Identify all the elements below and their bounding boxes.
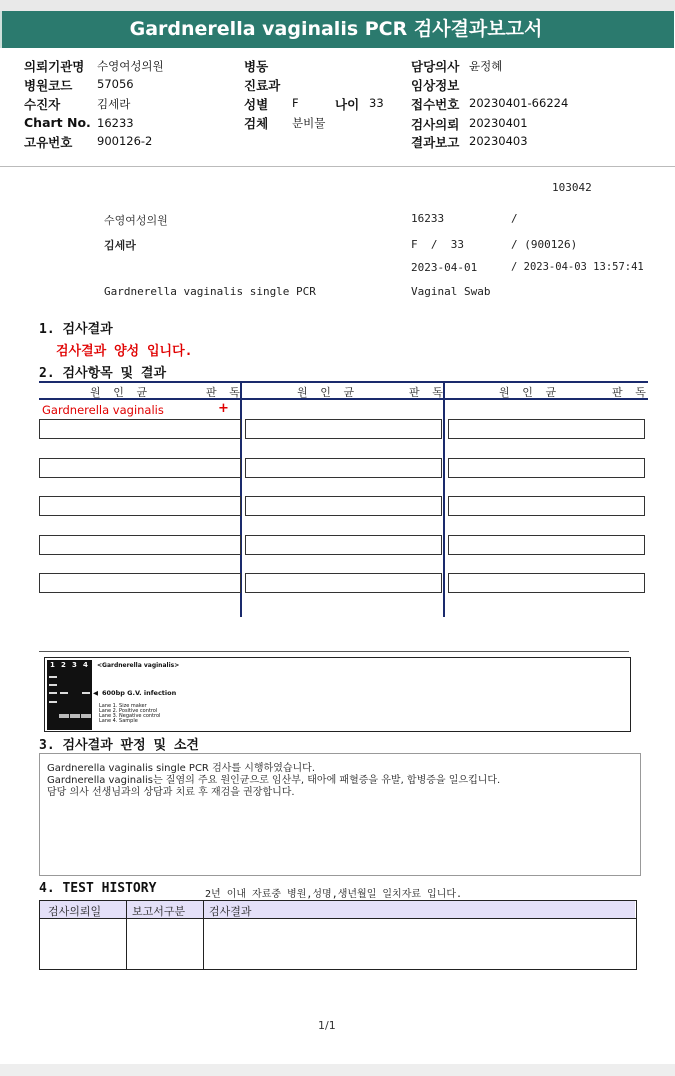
history-col-divider: [203, 900, 204, 969]
result-field: [245, 535, 442, 555]
history-col-report-type: 보고서구분: [132, 905, 186, 918]
col-header-pathogen: 원 인 균: [499, 386, 560, 399]
history-header-row: [40, 901, 635, 918]
section2-title: 2. 검사항목 및 결과: [39, 366, 167, 381]
sex-age: F / 33: [411, 238, 464, 251]
page-number: 1/1: [318, 1019, 336, 1032]
chart-number: 16233: [411, 212, 445, 225]
history-col-result: 검사결과: [209, 905, 252, 918]
gel-band-label: 600bp G.V. infection: [102, 689, 177, 697]
header-divider: [0, 166, 675, 167]
result-field: [448, 573, 645, 593]
gel-band: [59, 714, 69, 718]
info-value: 수영여성의원: [97, 59, 164, 73]
gel-title: <Gardnerella vaginalis>: [97, 662, 180, 669]
result-field: [39, 535, 241, 555]
gel-legend: Lane 4. Sample: [99, 718, 138, 724]
info-label: 의뢰기관명: [24, 59, 85, 74]
col-header-pathogen: 원 인 균: [90, 386, 151, 399]
chart-slash: /: [511, 212, 518, 225]
info-value: 20230401: [469, 116, 528, 130]
age-label: 나이: [335, 97, 360, 112]
sex-label: 성별: [244, 97, 269, 112]
history-note: 2년 이내 자료중 병원,성명,생년월일 일치자료 입니다.: [205, 889, 463, 900]
specimen-type: Vaginal Swab: [411, 285, 491, 298]
gel-band: [70, 714, 80, 718]
opinion-line: Gardnerella vaginalis single PCR 검사를 시행하였습니다.: [47, 763, 316, 774]
sex-value: F: [292, 96, 299, 110]
opinion-line: Gardnerella vaginalis는 질염의 주요 원인균으로 임산부, 태아에 패혈증을 유발, 합병증을 일으킵니다.: [47, 775, 501, 786]
history-col-divider: [126, 900, 127, 969]
gel-band: [49, 684, 57, 686]
top-bar: [0, 0, 675, 11]
info-value: 김세라: [97, 97, 131, 111]
dept-label: 진료과: [244, 78, 281, 93]
col-header-judgement: 판 독: [409, 386, 446, 399]
result-field: [39, 458, 241, 478]
gel-legend: Lane 2. Positive control: [99, 708, 158, 714]
table-top-border: [39, 381, 648, 383]
result-field: [448, 458, 645, 478]
gel-image: [47, 660, 92, 730]
info-value: 20230401-66224: [469, 96, 569, 110]
opinion-line: 담당 의사 선생님과의 상담과 치료 후 재검을 권장합니다.: [47, 787, 295, 798]
lane-number: 2: [61, 661, 66, 669]
section3-title: 3. 검사결과 판정 및 소견: [39, 738, 199, 753]
info-value: 16233: [97, 116, 134, 130]
result-field: [245, 573, 442, 593]
gel-band: [82, 692, 90, 694]
pathogen-result: +: [218, 401, 229, 416]
ward-label: 병동: [244, 59, 269, 74]
specimen-label: 검체: [244, 116, 269, 131]
result-field: [448, 535, 645, 555]
result-field: [39, 573, 241, 593]
table-col-divider: [443, 381, 445, 617]
result-field: [448, 496, 645, 516]
lane-number: 1: [50, 661, 55, 669]
info-label: 접수번호: [411, 97, 460, 112]
info-value: 윤정혜: [469, 59, 503, 73]
col-header-pathogen: 원 인 균: [297, 386, 358, 399]
gel-band: [49, 676, 57, 678]
gel-band: [49, 692, 57, 694]
info-value: 900126-2: [97, 134, 153, 148]
info-label: 수진자: [24, 97, 61, 112]
info-label: 병원코드: [24, 78, 73, 93]
info-label: 결과보고: [411, 135, 460, 150]
reported-date: / 2023-04-03 13:57:41: [511, 261, 644, 273]
test-name: Gardnerella vaginalis single PCR: [104, 285, 316, 298]
col-header-judgement: 판 독: [612, 386, 649, 399]
result-summary: 검사결과 양성 입니다.: [56, 344, 193, 359]
col-header-judgement: 판 독: [206, 386, 243, 399]
pathogen-name: Gardnerella vaginalis: [42, 403, 164, 417]
received-date: 2023-04-01: [411, 261, 478, 274]
info-value: 57056: [97, 77, 134, 91]
info-label: 검사의뢰: [411, 117, 460, 132]
result-field: [39, 496, 241, 516]
info-label: Chart No.: [24, 115, 91, 130]
lane-number: 3: [72, 661, 77, 669]
result-field: [39, 419, 241, 439]
section1-title: 1. 검사결과: [39, 322, 113, 337]
info-label: 담당의사: [411, 59, 460, 74]
section4-title: 4. TEST HISTORY: [39, 881, 157, 896]
gel-band: [60, 692, 68, 694]
gel-band: [81, 714, 91, 718]
result-field: [245, 458, 442, 478]
history-col-request-date: 검사의뢰일: [48, 905, 102, 918]
specimen-value: 분비물: [292, 116, 326, 130]
info-value: 20230403: [469, 134, 528, 148]
report-code: 103042: [552, 181, 592, 194]
info-label: 고유번호: [24, 135, 73, 150]
age-value: 33: [369, 96, 384, 110]
result-field: [245, 496, 442, 516]
patient-id: / (900126): [511, 238, 578, 251]
gel-legend: Lane 3. Negative control: [99, 713, 161, 719]
patient-name: 김세라: [104, 239, 136, 252]
gel-divider: [39, 651, 629, 652]
result-field: [448, 419, 645, 439]
history-header-divider: [39, 918, 636, 919]
result-field: [245, 419, 442, 439]
gel-legend: Lane 1. Size maker: [99, 703, 147, 709]
arrow-icon: ◀: [93, 689, 98, 697]
info-label: 임상정보: [411, 78, 460, 93]
clinic-name: 수영여성의원: [104, 214, 168, 227]
report-title: Gardnerella vaginalis PCR 검사결과보고서: [129, 18, 543, 40]
lane-number: 4: [83, 661, 88, 669]
bottom-bar: [0, 1064, 675, 1076]
gel-band: [49, 701, 57, 703]
